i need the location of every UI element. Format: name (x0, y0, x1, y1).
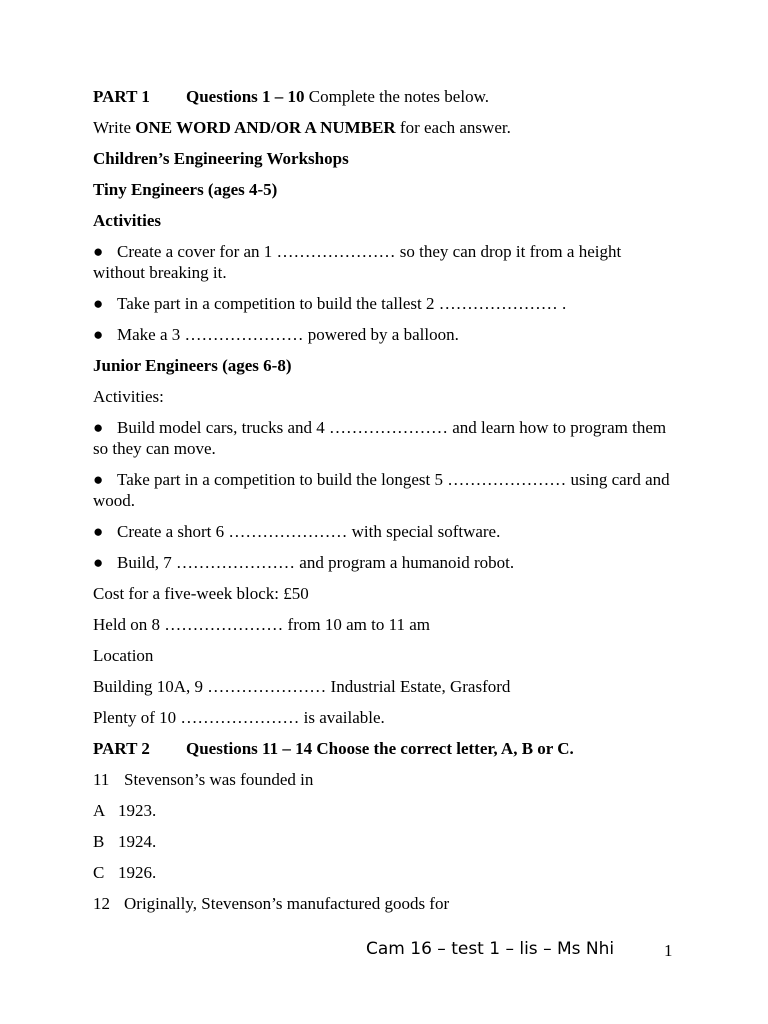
question-number: 12 (93, 894, 110, 913)
part2-label: PART 2 (93, 739, 150, 758)
junior-activities-heading: Activities: (93, 387, 164, 406)
bullet-icon: ● (93, 553, 104, 572)
part1-header (93, 86, 673, 107)
document-page (93, 86, 673, 924)
part1-write-instruction (93, 117, 673, 138)
bullet-text: Build model cars, trucks and 4 ………………… and learn how to program them so they can move. (93, 418, 667, 458)
building-line: Building 10A, 9 ………………… Industrial Estate, Grasford (93, 677, 511, 696)
cost-line: Cost for a five-week block: £50 (93, 584, 309, 603)
part2-header (93, 738, 673, 759)
option-c (93, 862, 673, 883)
bullet-text: Take part in a competition to build the tallest 2 ………………… . (117, 294, 567, 313)
list-item (93, 552, 673, 573)
bullet-icon: ● (93, 294, 104, 313)
list-item (93, 469, 673, 511)
part1-label: PART 1 (93, 87, 150, 106)
question-number: 11 (93, 770, 110, 789)
notes-title: Children’s Engineering Workshops (93, 149, 349, 168)
list-item (93, 417, 673, 459)
bullet-icon: ● (93, 242, 104, 261)
list-item (93, 324, 673, 345)
bullet-text: Create a cover for an 1 ………………… so they can drop it from a height without breaking it. (93, 242, 622, 282)
part1-questions-range: Questions 1 – 10 (186, 87, 305, 106)
plenty-line: Plenty of 10 ………………… is available. (93, 708, 385, 727)
option-letter: A (93, 801, 106, 820)
list-item (93, 521, 673, 542)
write-prefix: Write (93, 118, 136, 137)
bullet-icon: ● (93, 418, 104, 437)
bullet-icon: ● (93, 325, 104, 344)
bullet-text: Create a short 6 ………………… with special software. (117, 522, 501, 541)
option-letter: B (93, 832, 105, 851)
footer-text: Cam 16 – test 1 – lis – Ms Nhi (366, 939, 615, 959)
bullet-text: Build, 7 ………………… and program a humanoid robot. (117, 553, 515, 572)
location-heading: Location (93, 646, 154, 665)
question-text: Stevenson’s was founded in (124, 770, 314, 789)
option-text: 1926. (118, 863, 157, 882)
tiny-activities-heading: Activities (93, 211, 161, 230)
write-suffix: for each answer. (395, 118, 511, 137)
bullet-icon: ● (93, 470, 104, 489)
option-a (93, 800, 673, 821)
page-number: 1 (664, 941, 673, 960)
question-11 (93, 769, 673, 790)
bullet-text: Take part in a competition to build the longest 5 ………………… using card and wood. (93, 470, 670, 510)
bullet-icon: ● (93, 522, 104, 541)
question-12 (93, 893, 673, 914)
write-bold: ONE WORD AND/OR A NUMBER (135, 118, 396, 137)
held-line: Held on 8 ………………… from 10 am to 11 am (93, 615, 430, 634)
option-b (93, 831, 673, 852)
question-text: Originally, Stevenson’s manufactured goods for (124, 894, 450, 913)
option-text: 1924. (118, 832, 157, 851)
list-item (93, 241, 673, 283)
list-item (93, 293, 673, 314)
option-letter: C (93, 863, 105, 882)
junior-engineers-heading: Junior Engineers (ages 6-8) (93, 356, 292, 375)
option-text: 1923. (118, 801, 157, 820)
tiny-engineers-heading: Tiny Engineers (ages 4-5) (93, 180, 278, 199)
part2-questions: Questions 11 – 14 Choose the correct letter, A, B or C. (186, 739, 574, 758)
part1-instruction: Complete the notes below. (304, 87, 489, 106)
bullet-text: Make a 3 ………………… powered by a balloon. (117, 325, 459, 344)
